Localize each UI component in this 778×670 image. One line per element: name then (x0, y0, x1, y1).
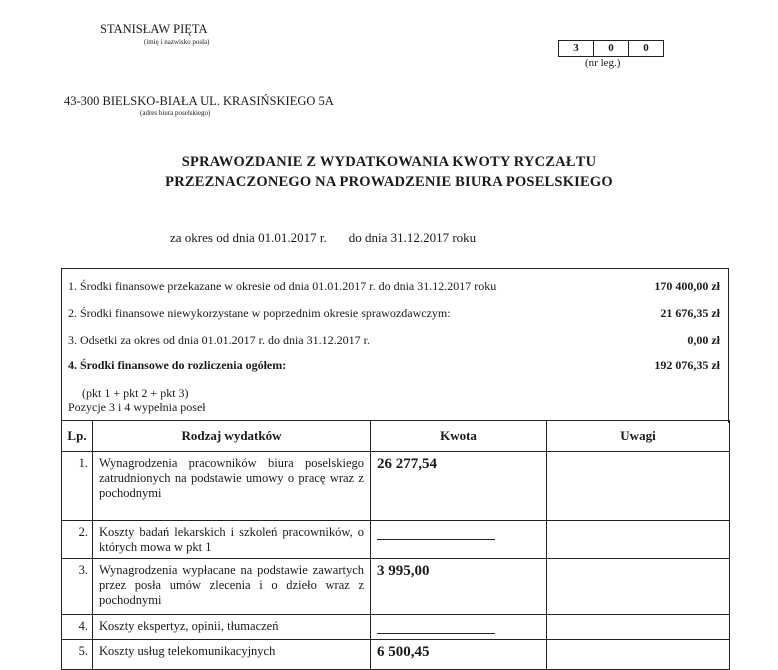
nr-leg-digit: 0 (593, 41, 628, 56)
summary-label: 2. Środki finansowe niewykorzystane w poprzednim okresie sprawozdawczym: (68, 306, 451, 320)
col-header-type: Rodzaj wydatków (93, 421, 371, 452)
nr-leg-box (558, 40, 664, 57)
summary-row-total (68, 358, 720, 373)
table-row (62, 559, 730, 615)
table-row (62, 615, 730, 640)
report-title-line2: PRZEZNACZONEGO NA PROWADZENIE BIURA POSELSKIEGO (165, 174, 613, 190)
table-row (62, 521, 730, 559)
row-lp: 5. (62, 640, 93, 670)
nr-leg-label: (nr leg.) (585, 57, 621, 69)
nr-leg-digit: 0 (628, 41, 663, 56)
row-amount (371, 615, 547, 640)
row-desc: Koszty badań lekarskich i szkoleń pracowników, o których mowa w pkt 1 (93, 521, 371, 559)
report-period (170, 230, 476, 246)
row-desc: Koszty ekspertyz, opinii, tłumaczeń (93, 615, 371, 640)
row-remarks (547, 559, 730, 615)
summary-row (68, 306, 720, 321)
summary-amount: 21 676,35 zł (660, 306, 720, 320)
summary-row (68, 333, 720, 348)
row-lp: 1. (62, 452, 93, 521)
table-row (62, 640, 730, 670)
office-address: 43-300 BIELSKO-BIAŁA UL. KRASIŃSKIEGO 5A (64, 94, 334, 108)
summary-formula: (pkt 1 + pkt 2 + pkt 3) (82, 386, 189, 400)
report-title-line1: SPRAWOZDANIE Z WYDATKOWANIA KWOTY RYCZAŁTU (181, 154, 597, 170)
row-amount: 6 500,45 (371, 640, 547, 670)
row-desc: Wynagrodzenia pracowników biura poselskiego zatrudnionych na podstawie umowy o pracę wraz z pochodnymi (93, 452, 371, 521)
row-lp: 4. (62, 615, 93, 640)
summary-note: Pozycje 3 i 4 wypełnia poseł (68, 400, 206, 414)
summary-label: 4. Środki finansowe do rozliczenia ogółem: (68, 358, 287, 372)
table-header-row (62, 421, 730, 452)
row-remarks (547, 521, 730, 559)
amount-blank-line (377, 525, 495, 540)
office-address-caption: (adres biura poselskiego) (140, 109, 211, 117)
row-amount: 26 277,54 (371, 452, 547, 521)
table-row (62, 452, 730, 521)
summary-amount: 170 400,00 zł (654, 279, 720, 293)
period-to: do dnia 31.12.2017 roku (348, 230, 477, 245)
nr-leg-digit: 3 (573, 42, 579, 54)
report-title (0, 152, 778, 192)
row-remarks (547, 615, 730, 640)
expenses-table (61, 420, 730, 670)
mp-name: STANISŁAW PIĘTA (100, 22, 208, 36)
row-lp: 3. (62, 559, 93, 615)
row-remarks (547, 640, 730, 670)
mp-name-caption: (imię i nazwisko posła) (144, 38, 210, 46)
row-desc: Koszty usług telekomunikacyjnych (93, 640, 371, 670)
row-desc: Wynagrodzenia wypłacane na podstawie zawartych przez posła umów zlecenia i o dzieło wraz z pochodnymi (93, 559, 371, 615)
row-amount: 3 995,00 (371, 559, 547, 615)
row-amount (371, 521, 547, 559)
row-lp: 2. (62, 521, 93, 559)
col-header-amount: Kwota (371, 421, 547, 452)
summary-amount: 192 076,35 zł (654, 358, 720, 372)
funds-summary (61, 268, 729, 423)
col-header-remarks: Uwagi (547, 421, 730, 452)
summary-label: 3. Odsetki za okres od dnia 01.01.2017 r. do dnia 31.12.2017 r. (68, 333, 370, 347)
period-from: za okres od dnia 01.01.2017 r. (170, 230, 327, 245)
col-header-lp: Lp. (62, 421, 93, 452)
row-remarks (547, 452, 730, 521)
amount-blank-line (377, 619, 495, 634)
summary-row (68, 279, 720, 294)
summary-label: 1. Środki finansowe przekazane w okresie od dnia 01.01.2017 r. do dnia 31.12.2017 roku (68, 279, 497, 293)
summary-amount: 0,00 zł (687, 333, 720, 347)
